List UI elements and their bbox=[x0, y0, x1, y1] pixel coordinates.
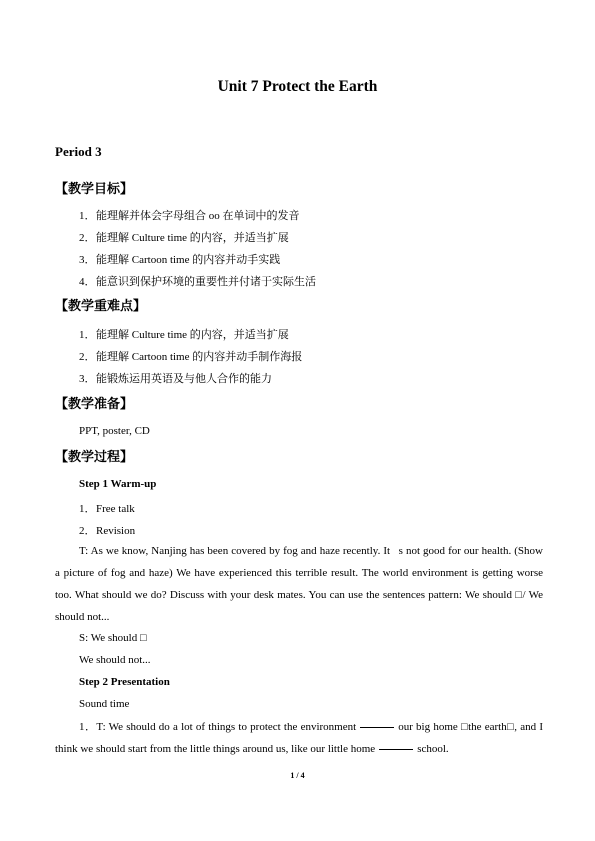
item-text: Revision bbox=[96, 525, 136, 537]
key-point-item bbox=[79, 370, 272, 386]
step1-item bbox=[79, 500, 135, 516]
objective-item bbox=[79, 273, 316, 289]
document-title: Unit 7 Protect the Earth bbox=[217, 78, 378, 95]
step1-heading: Step 1 Warm-up bbox=[79, 478, 157, 490]
item-text: 能理解 Culture time 的内容，并适当扩展 bbox=[96, 329, 289, 341]
preparation-heading: 【教学准备】 bbox=[55, 397, 134, 412]
item-text: Free talk bbox=[96, 503, 135, 515]
item-number: 4． bbox=[79, 276, 96, 288]
item-text: 能锻炼运用英语及与他人合作的能力 bbox=[96, 373, 272, 385]
teacher-paragraph: T: As we know, Nanjing has been covered by fog and haze recently. It s not good for our health. (Show a picture of fog and haze) We have experienced this terrible result. The world environment is getting worse too. What should we do? Discuss with your desk mates. You can use the sentences pattern: We should □/ We should not... bbox=[55, 545, 543, 623]
item-text: 能理解 Cartoon time 的内容并动手制作海报 bbox=[96, 351, 303, 363]
step1-item bbox=[79, 522, 135, 538]
process-heading: 【教学过程】 bbox=[55, 450, 134, 465]
item-number: 1． bbox=[79, 503, 96, 515]
item-number: 1． bbox=[79, 329, 96, 341]
key-point-item bbox=[79, 326, 289, 342]
item-number: 2． bbox=[79, 232, 96, 244]
page-number: 1 / 4 bbox=[290, 771, 305, 780]
objective-item bbox=[79, 207, 300, 223]
step2-heading: Step 2 Presentation bbox=[79, 676, 170, 688]
student-line: We should not... bbox=[79, 654, 151, 666]
objective-item bbox=[79, 251, 280, 267]
key-points-heading: 【教学重难点】 bbox=[55, 299, 147, 314]
item-number: 3． bbox=[79, 373, 96, 385]
preparation-text: PPT, poster, CD bbox=[79, 425, 150, 437]
objective-item bbox=[79, 229, 289, 245]
paragraph-end: school. bbox=[417, 743, 449, 755]
item-number: 1． bbox=[79, 210, 96, 222]
step2-paragraph bbox=[55, 716, 543, 760]
item-text: 能意识到保护环境的重要性并付诸于实际生活 bbox=[96, 276, 316, 288]
em-dash bbox=[360, 727, 394, 728]
period-heading: Period 3 bbox=[55, 144, 102, 159]
paragraph-middle: our big home □the earth□, and I think we should start from the little things around us, like our little home bbox=[55, 721, 543, 755]
paragraph-start: 1．T: We should do a lot of things to protect the environment bbox=[79, 721, 357, 733]
key-point-item bbox=[79, 348, 302, 364]
item-number: 3． bbox=[79, 254, 96, 266]
student-line: S: We should □ bbox=[79, 632, 147, 644]
item-number: 2． bbox=[79, 525, 96, 537]
item-text: 能理解 Cartoon time 的内容并动手实践 bbox=[96, 254, 281, 266]
em-dash bbox=[379, 749, 413, 750]
item-text: 能理解并体会字母组合 oo 在单词中的发音 bbox=[96, 210, 300, 222]
item-number: 2． bbox=[79, 351, 96, 363]
sound-time-label: Sound time bbox=[79, 698, 130, 710]
objectives-heading: 【教学目标】 bbox=[55, 182, 134, 197]
item-text: 能理解 Culture time 的内容，并适当扩展 bbox=[96, 232, 289, 244]
